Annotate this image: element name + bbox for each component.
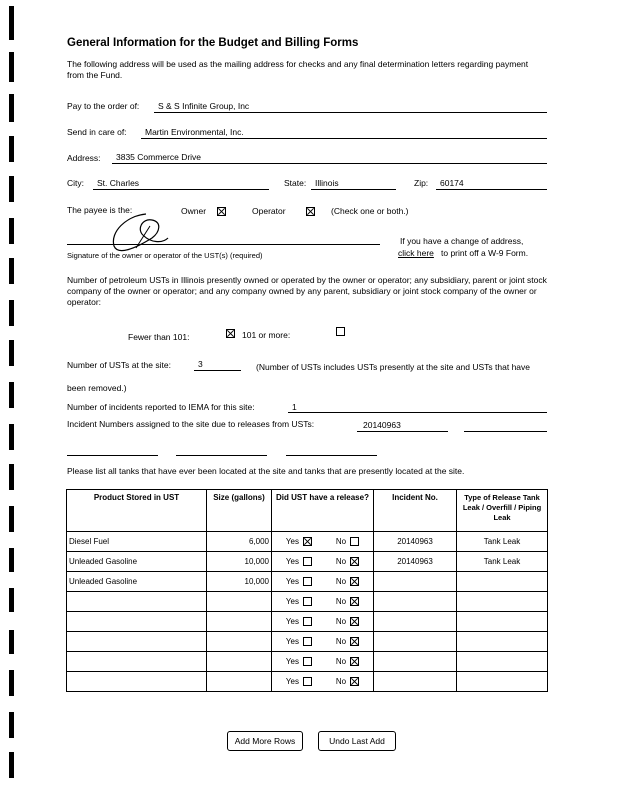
release-yes-checkbox[interactable] (303, 677, 312, 686)
send-care-field[interactable]: Martin Environmental, Inc. (145, 127, 244, 137)
incidents-field[interactable]: 1 (292, 402, 297, 412)
release-yes-label: Yes (285, 536, 299, 546)
size-cell[interactable]: 10,000 (207, 572, 272, 592)
header-size: Size (gallons) (207, 490, 272, 532)
release-yes-label: Yes (285, 636, 299, 646)
incident-number-field[interactable]: 20140963 (363, 420, 401, 430)
address-underline (112, 163, 547, 164)
table-row (67, 672, 548, 692)
table-row (67, 532, 548, 552)
state-underline (311, 189, 396, 190)
scan-bar (9, 506, 14, 532)
scan-bar (9, 340, 14, 366)
signature-caption: Signature of the owner or operator of the UST(s) (required) (67, 251, 263, 260)
product-cell[interactable] (67, 592, 207, 612)
incident-number-underline (357, 431, 448, 432)
incident-cell[interactable] (374, 652, 457, 672)
incident-numbers-label: Incident Numbers assigned to the site due to releases from USTs: (67, 419, 315, 429)
incident-cell[interactable] (374, 632, 457, 652)
release-no-checkbox[interactable] (350, 537, 359, 546)
more-checkbox[interactable] (336, 327, 345, 336)
scan-bar (9, 136, 14, 162)
product-cell[interactable]: Diesel Fuel (67, 532, 207, 552)
scan-bar (9, 52, 14, 82)
release-yes-label: Yes (285, 656, 299, 666)
petroleum-text: Number of petroleum USTs in Illinois presently owned or operated by the owner or operator; any subsidiary, parent or joint stock company of the owner or operator; and any company owned by any parent, subsidiary or joint stock company of the owner or operator: (67, 275, 547, 307)
city-label: City: (67, 178, 84, 188)
release-no-label: No (335, 656, 347, 666)
table-row (67, 652, 548, 672)
owner-checkbox[interactable] (217, 207, 226, 216)
more-label: 101 or more: (242, 330, 291, 340)
type-cell[interactable]: Tank Leak (457, 532, 548, 552)
pay-to-field[interactable]: S & S Infinite Group, Inc (158, 101, 250, 111)
scan-bar (9, 752, 14, 778)
product-cell[interactable] (67, 672, 207, 692)
release-no-checkbox[interactable] (350, 557, 359, 566)
release-yes-checkbox[interactable] (303, 657, 312, 666)
fewer-label: Fewer than 101: (128, 332, 190, 342)
release-yes-label: Yes (285, 576, 299, 586)
release-no-label: No (335, 636, 347, 646)
scan-bar (9, 94, 14, 122)
release-no-checkbox[interactable] (350, 577, 359, 586)
release-cell (272, 632, 374, 652)
release-no-checkbox[interactable] (350, 617, 359, 626)
usts-site-field[interactable]: 3 (198, 359, 203, 369)
size-cell[interactable]: 10,000 (207, 552, 272, 572)
incident-number-underline-3 (67, 455, 158, 456)
intro-text: The following address will be used as the mailing address for checks and any final determination letters regarding payment from the Fund. (67, 59, 529, 80)
type-cell[interactable] (457, 612, 548, 632)
release-cell (272, 572, 374, 592)
w9-text-1: If you have a change of address, (400, 236, 524, 246)
release-no-checkbox[interactable] (350, 637, 359, 646)
type-cell[interactable] (457, 632, 548, 652)
scan-bar (9, 712, 14, 738)
type-cell[interactable] (457, 592, 548, 612)
size-cell[interactable] (207, 672, 272, 692)
incident-cell[interactable] (374, 572, 457, 592)
table-row (67, 552, 548, 572)
header-product: Product Stored in UST (67, 490, 207, 532)
usts-site-note: (Number of USTs includes USTs presently at the site and USTs that have been removed.) (67, 362, 531, 393)
size-cell[interactable]: 6,000 (207, 532, 272, 552)
release-yes-label: Yes (285, 556, 299, 566)
incident-number-underline-5 (286, 455, 377, 456)
type-cell[interactable] (457, 672, 548, 692)
scan-bar (9, 630, 14, 654)
release-cell (272, 552, 374, 572)
release-yes-checkbox[interactable] (303, 617, 312, 626)
product-cell[interactable]: Unleaded Gasoline (67, 552, 207, 572)
release-no-label: No (335, 596, 347, 606)
release-no-label: No (335, 616, 347, 626)
incident-cell[interactable]: 20140963 (374, 552, 457, 572)
zip-underline (436, 189, 547, 190)
type-cell[interactable] (457, 572, 548, 592)
scan-bar (9, 464, 14, 490)
incidents-underline (288, 412, 547, 413)
release-yes-label: Yes (285, 596, 299, 606)
operator-checkbox[interactable] (306, 207, 315, 216)
release-no-label: No (335, 576, 347, 586)
release-no-label: No (335, 676, 347, 686)
size-cell[interactable] (207, 612, 272, 632)
operator-label: Operator (252, 206, 286, 216)
scan-bar (9, 258, 14, 284)
pay-to-label: Pay to the order of: (67, 101, 140, 111)
incidents-label: Number of incidents reported to IEMA for this site: (67, 402, 255, 412)
state-label: State: (284, 178, 307, 188)
release-cell (272, 652, 374, 672)
release-cell (272, 532, 374, 552)
size-cell[interactable] (207, 632, 272, 652)
release-no-label: No (335, 556, 347, 566)
zip-field[interactable]: 60174 (440, 178, 464, 188)
release-yes-checkbox[interactable] (303, 577, 312, 586)
form-title: General Information for the Budget and Billing Forms (67, 37, 359, 49)
header-release: Did UST have a release? (272, 490, 374, 532)
ust-table-body (67, 532, 548, 692)
scan-bar (9, 300, 14, 326)
release-cell (272, 672, 374, 692)
product-cell[interactable]: Unleaded Gasoline (67, 572, 207, 592)
usts-site-label: Number of USTs at the site: (67, 360, 171, 370)
signature-line (67, 244, 380, 245)
size-cell[interactable] (207, 652, 272, 672)
add-rows-button[interactable]: Add More Rows (227, 731, 303, 751)
incident-cell[interactable] (374, 612, 457, 632)
fewer-checkbox[interactable] (226, 329, 235, 338)
scan-bar (9, 6, 14, 40)
type-cell[interactable]: Tank Leak (457, 552, 548, 572)
release-yes-checkbox[interactable] (303, 597, 312, 606)
incident-cell[interactable]: 20140963 (374, 532, 457, 552)
release-yes-checkbox[interactable] (303, 557, 312, 566)
undo-add-button[interactable]: Undo Last Add (318, 731, 396, 751)
table-row (67, 632, 548, 652)
scan-bar (9, 670, 14, 696)
release-no-checkbox[interactable] (350, 597, 359, 606)
release-cell (272, 612, 374, 632)
city-underline (93, 189, 269, 190)
incident-number-underline-4 (176, 455, 267, 456)
type-cell[interactable] (457, 652, 548, 672)
w9-link[interactable]: click here (398, 248, 434, 258)
product-cell[interactable] (67, 612, 207, 632)
incident-number-underline-2 (464, 431, 547, 432)
city-field[interactable]: St. Charles (97, 178, 140, 188)
scan-bar (9, 424, 14, 450)
release-no-label: No (335, 536, 347, 546)
check-note: (Check one or both.) (331, 206, 409, 216)
release-yes-checkbox[interactable] (303, 537, 312, 546)
ust-table (66, 489, 548, 692)
header-type: Type of Release Tank Leak / Overfill / Piping Leak (457, 490, 548, 532)
owner-label: Owner (181, 206, 207, 216)
table-row (67, 592, 548, 612)
incident-cell[interactable] (374, 672, 457, 692)
address-label: Address: (67, 153, 101, 163)
list-instructions: Please list all tanks that have ever been located at the site and tanks that are presently located at the site. (67, 466, 465, 476)
scan-bar (9, 382, 14, 408)
scan-bar (9, 548, 14, 572)
pay-to-underline (154, 112, 547, 113)
w9-text-2: to print off a W-9 Form. (441, 248, 529, 258)
release-no-checkbox[interactable] (350, 657, 359, 666)
zip-label: Zip: (414, 178, 429, 188)
incident-cell[interactable] (374, 592, 457, 612)
scan-bar (9, 588, 14, 612)
release-yes-label: Yes (285, 616, 299, 626)
scan-bar (9, 218, 14, 244)
table-row (67, 612, 548, 632)
product-cell[interactable] (67, 652, 207, 672)
header-incident: Incident No. (374, 490, 457, 532)
payee-label: The payee is the: (67, 205, 133, 215)
release-no-checkbox[interactable] (350, 677, 359, 686)
state-field[interactable]: Illinois (315, 178, 339, 188)
address-field[interactable]: 3835 Commerce Drive (116, 152, 202, 162)
send-care-underline (141, 138, 547, 139)
size-cell[interactable] (207, 592, 272, 612)
product-cell[interactable] (67, 632, 207, 652)
scan-bar (9, 176, 14, 202)
release-yes-label: Yes (285, 676, 299, 686)
release-cell (272, 592, 374, 612)
send-care-label: Send in care of: (67, 127, 127, 137)
release-yes-checkbox[interactable] (303, 637, 312, 646)
table-row (67, 572, 548, 592)
